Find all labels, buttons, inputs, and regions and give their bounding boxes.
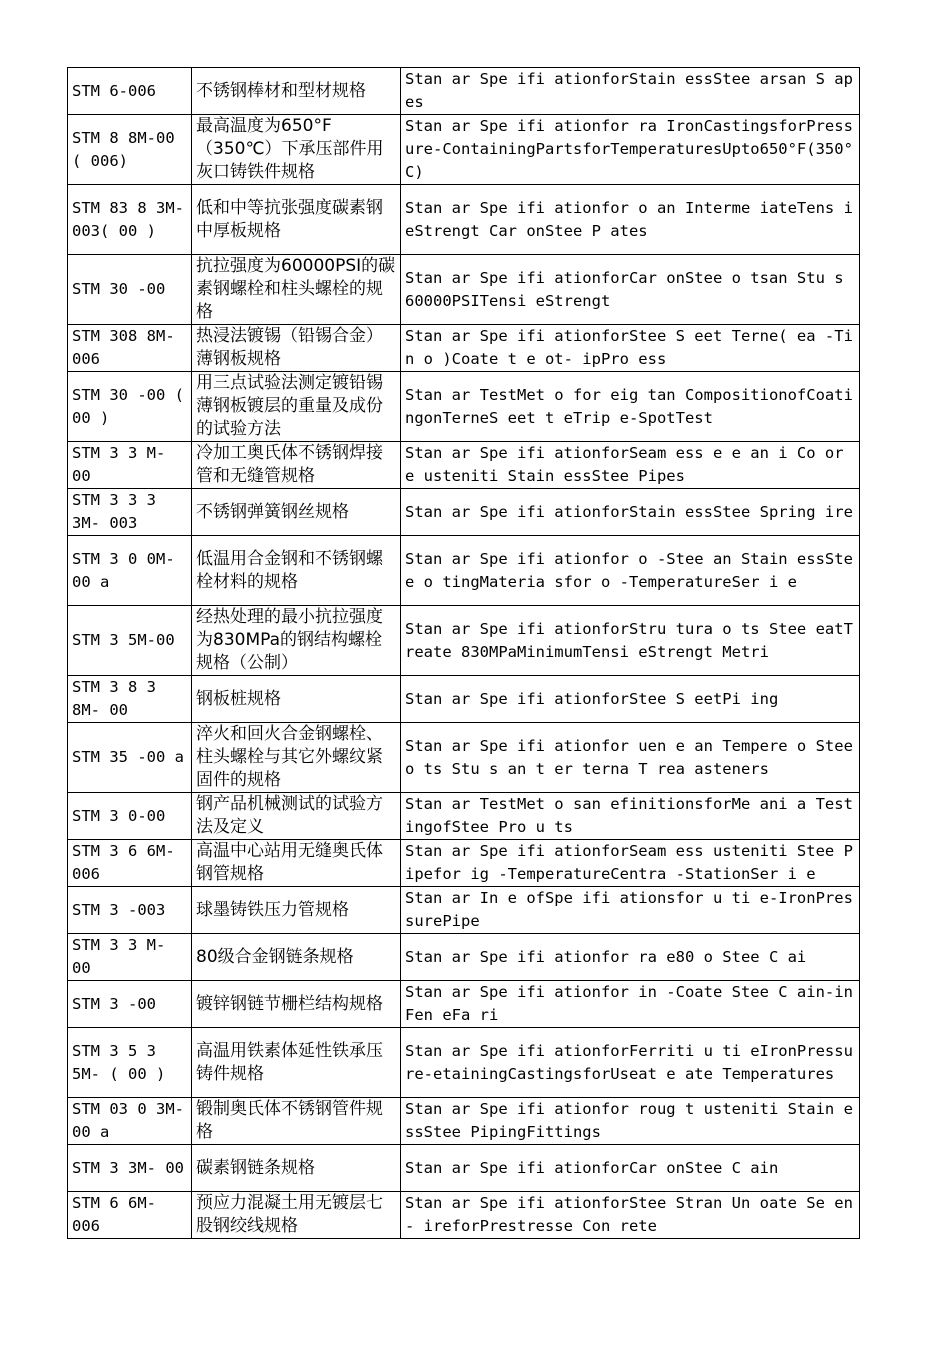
table-row <box>68 606 860 676</box>
standard-title-en: Stan ar Spe ifi ationforStain essStee Spring ire <box>401 489 860 536</box>
standard-title-cn: 抗拉强度为60000PSI的碳素钢螺栓和柱头螺栓的规格 <box>192 255 401 325</box>
standard-title-cn: 不锈钢弹簧钢丝规格 <box>192 489 401 536</box>
standard-code: STM 3 0 0M- 00 a <box>68 536 192 606</box>
standard-title-cn: 冷加工奥氏体不锈钢焊接管和无缝管规格 <box>192 442 401 489</box>
standard-title-cn: 预应力混凝土用无镀层七股钢绞线规格 <box>192 1192 401 1239</box>
table-row <box>68 489 860 536</box>
standard-code: STM 3 5 3 5M- ( 00 ) <box>68 1028 192 1098</box>
standard-title-cn: 高温用铁素体延性铁承压铸件规格 <box>192 1028 401 1098</box>
standard-title-cn: 高温中心站用无缝奥氏体钢管规格 <box>192 840 401 887</box>
standard-code: STM 83 8 3M-003( 00 ) <box>68 185 192 255</box>
table-row <box>68 676 860 723</box>
table-row <box>68 1028 860 1098</box>
standard-title-en: Stan ar Spe ifi ationforStain essStee arsan S apes <box>401 68 860 115</box>
standard-code: STM 3 3 3 3M- 003 <box>68 489 192 536</box>
standard-title-en: Stan ar Spe ifi ationfor o -Stee an Stain essStee o tingMateria sfor o -TemperatureSer i e <box>401 536 860 606</box>
table-row <box>68 934 860 981</box>
standard-code: STM 35 -00 a <box>68 723 192 793</box>
standard-title-cn: 不锈钢棒材和型材规格 <box>192 68 401 115</box>
standard-code: STM 6 6M- 006 <box>68 1192 192 1239</box>
standard-code: STM 3 3 M- 00 <box>68 442 192 489</box>
table-row <box>68 840 860 887</box>
standard-title-cn: 低和中等抗张强度碳素钢中厚板规格 <box>192 185 401 255</box>
table-row <box>68 325 860 372</box>
standard-code: STM 3 0-00 <box>68 793 192 840</box>
standard-title-cn: 低温用合金钢和不锈钢螺栓材料的规格 <box>192 536 401 606</box>
standard-title-cn: 最高温度为650°F（350℃）下承压部件用灰口铸铁件规格 <box>192 115 401 185</box>
table-row <box>68 536 860 606</box>
standard-title-en: Stan ar Spe ifi ationfor o an Interme iateTens i eStrengt Car onStee P ates <box>401 185 860 255</box>
standard-title-cn: 用三点试验法测定镀铅锡薄钢板镀层的重量及成份的试验方法 <box>192 372 401 442</box>
table-row <box>68 887 860 934</box>
standards-table-body <box>68 68 863 1239</box>
standard-title-en: Stan ar Spe ifi ationfor ra e80 o Stee C ai <box>401 934 860 981</box>
standard-title-cn: 80级合金钢链条规格 <box>192 934 401 981</box>
standard-title-en: Stan ar Spe ifi ationforSeam ess usteniti Stee Pipefor ig -TemperatureCentra -StationSer i e <box>401 840 860 887</box>
standard-title-en: Stan ar Spe ifi ationforCar onStee o tsan Stu s 60000PSITensi eStrengt <box>401 255 860 325</box>
table-row <box>68 723 860 793</box>
standard-title-en: Stan ar Spe ifi ationfor in -Coate Stee C ain-in Fen eFa ri <box>401 981 860 1028</box>
standard-title-cn: 钢产品机械测试的试验方法及定义 <box>192 793 401 840</box>
table-row <box>68 1098 860 1145</box>
table-row <box>68 372 860 442</box>
table-row <box>68 68 860 115</box>
standards-table <box>67 67 863 1239</box>
table-row <box>68 255 860 325</box>
table-row <box>68 981 860 1028</box>
standard-code: STM 3 6 6M- 006 <box>68 840 192 887</box>
standard-title-en: Stan ar Spe ifi ationforCar onStee C ain <box>401 1145 860 1192</box>
standard-code: STM 6-006 <box>68 68 192 115</box>
standard-title-en: Stan ar Spe ifi ationforStru tura o ts Stee eatTreate 830MPaMinimumTensi eStrengt Metri <box>401 606 860 676</box>
standard-title-cn: 淬火和回火合金钢螺栓、柱头螺栓与其它外螺纹紧固件的规格 <box>192 723 401 793</box>
standard-code: STM 3 3M- 00 <box>68 1145 192 1192</box>
table-row <box>68 1192 860 1239</box>
standard-title-en: Stan ar Spe ifi ationforStee Stran Un oate Se en- ireforPrestresse Con rete <box>401 1192 860 1239</box>
standard-title-en: Stan ar TestMet o for eig tan CompositionofCoatingonTerneS eet t eTrip e-SpotTest <box>401 372 860 442</box>
standard-title-en: Stan ar Spe ifi ationforSeam ess e e an i Co or e usteniti Stain essStee Pipes <box>401 442 860 489</box>
standard-title-en: Stan ar Spe ifi ationfor ra IronCastingsforPressure-ContainingPartsforTemperaturesUpto650°F(350°C) <box>401 115 860 185</box>
standard-title-en: Stan ar Spe ifi ationfor uen e an Tempere o Stee o ts Stu s an t er terna T rea asteners <box>401 723 860 793</box>
standard-title-en: Stan ar Spe ifi ationforStee S eet Terne( ea -Tin o )Coate t e ot- ipPro ess <box>401 325 860 372</box>
standard-code: STM 3 3 M- 00 <box>68 934 192 981</box>
standard-title-en: Stan ar Spe ifi ationforStee S eetPi ing <box>401 676 860 723</box>
standard-code: STM 8 8M-00 ( 006) <box>68 115 192 185</box>
standard-title-en: Stan ar TestMet o san efinitionsforMe ani a TestingofStee Pro u ts <box>401 793 860 840</box>
standard-title-cn: 镀锌钢链节栅栏结构规格 <box>192 981 401 1028</box>
standard-title-en: Stan ar In e ofSpe ifi ationsfor u ti e-IronPressurePipe <box>401 887 860 934</box>
standard-code: STM 03 0 3M- 00 a <box>68 1098 192 1145</box>
standard-code: STM 3 -00 <box>68 981 192 1028</box>
standard-code: STM 30 -00 ( 00 ) <box>68 372 192 442</box>
standard-title-cn: 锻制奥氏体不锈钢管件规格 <box>192 1098 401 1145</box>
standard-title-cn: 碳素钢链条规格 <box>192 1145 401 1192</box>
standard-code: STM 30 -00 <box>68 255 192 325</box>
standard-title-cn: 经热处理的最小抗拉强度为830MPa的钢结构螺栓规格（公制） <box>192 606 401 676</box>
standard-title-en: Stan ar Spe ifi ationfor roug t usteniti Stain essStee PipingFittings <box>401 1098 860 1145</box>
standard-code: STM 3 -003 <box>68 887 192 934</box>
table-row <box>68 793 860 840</box>
table-row <box>68 442 860 489</box>
standard-title-cn: 热浸法镀锡（铅锡合金）薄钢板规格 <box>192 325 401 372</box>
standard-title-cn: 钢板桩规格 <box>192 676 401 723</box>
standard-code: STM 3 8 3 8M- 00 <box>68 676 192 723</box>
standard-code: STM 3 5M-00 <box>68 606 192 676</box>
table-row <box>68 1145 860 1192</box>
standard-title-cn: 球墨铸铁压力管规格 <box>192 887 401 934</box>
table-row <box>68 185 860 255</box>
standard-title-en: Stan ar Spe ifi ationforFerriti u ti eIronPressure-etainingCastingsforUseat e ate Temperatures <box>401 1028 860 1098</box>
standard-code: STM 308 8M- 006 <box>68 325 192 372</box>
table-row <box>68 115 860 185</box>
